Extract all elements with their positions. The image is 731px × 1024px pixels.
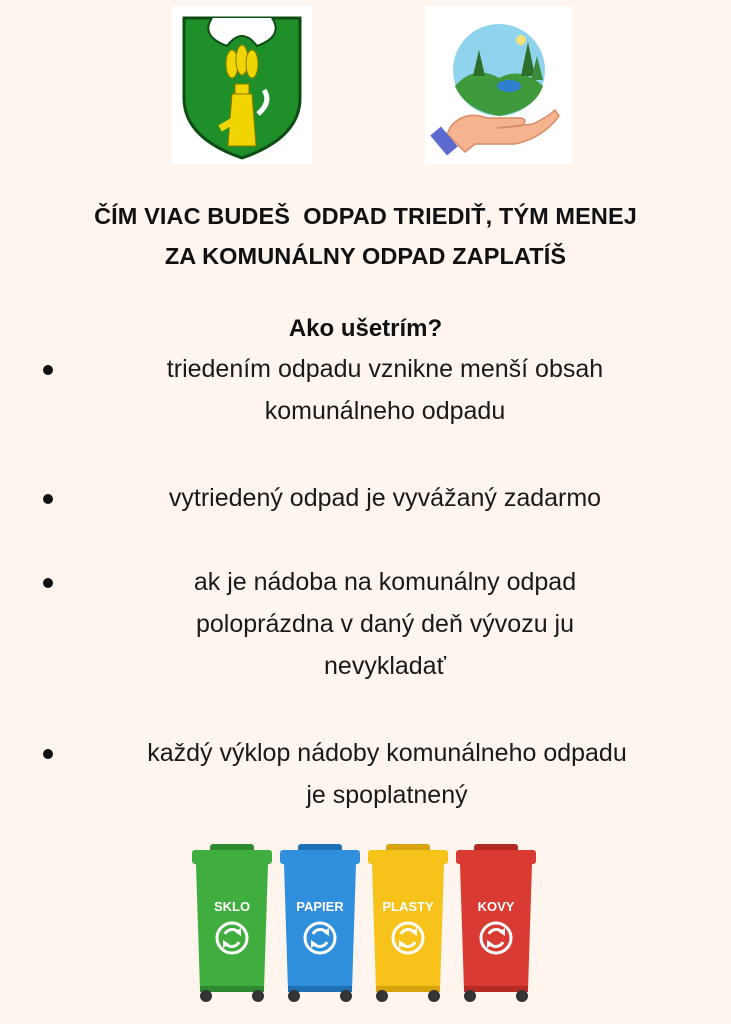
hand-holding-earth-icon — [425, 6, 573, 164]
bullet-text-4 — [62, 732, 712, 816]
bin-kovy — [456, 844, 536, 1002]
bullet-text-1 — [80, 348, 690, 432]
bullet-1-line-1: triedením odpadu vznikne menší obsah — [166, 355, 604, 383]
bullet-3-line-2: poloprázdna v daný deň vývozu ju — [195, 610, 575, 638]
bullet-4-line-1: každý výklop nádoby komunálneho odpadu — [147, 739, 627, 767]
bullet-3-line-3: nevykladať — [324, 652, 446, 680]
bullet-4-line-2: je spoplatnený — [306, 781, 468, 809]
waste-bins — [188, 842, 540, 1007]
bullet-1-line-2: komunálneho odpadu — [264, 397, 506, 425]
bullet-text-2 — [80, 477, 690, 519]
eco-logo — [425, 6, 573, 164]
bullet-dot — [43, 749, 53, 759]
headline-line-2: ZA KOMUNÁLNY ODPAD ZAPLATÍŠ — [164, 243, 567, 269]
subheading: Ako ušetrím? — [288, 315, 443, 342]
bullet-2-line-1: vytriedený odpad je vyvážaný zadarmo — [168, 484, 602, 512]
headline-line-1: ČÍM VIAC BUDEŠ ODPAD TRIEDIŤ, TÝM MENEJ — [94, 203, 637, 229]
bin-sklo — [192, 844, 272, 1002]
waste-bins-graphic — [188, 842, 540, 1007]
bin-label: KOVY — [477, 899, 515, 914]
coat-of-arms-logo — [172, 6, 312, 164]
bin-plasty — [368, 844, 448, 1002]
bin-label: PLASTY — [382, 899, 434, 914]
bin-label: SKLO — [213, 899, 251, 914]
municipal-coat-of-arms-icon — [172, 6, 312, 164]
bin-label: PAPIER — [296, 899, 344, 914]
bullet-text-3 — [80, 561, 690, 687]
headline — [0, 196, 731, 276]
bullet-dot — [43, 494, 53, 504]
bin-papier — [280, 844, 360, 1002]
bullet-3-line-1: ak je nádoba na komunálny odpad — [193, 568, 577, 596]
bullet-dot — [43, 578, 53, 588]
bullet-dot — [43, 365, 53, 375]
